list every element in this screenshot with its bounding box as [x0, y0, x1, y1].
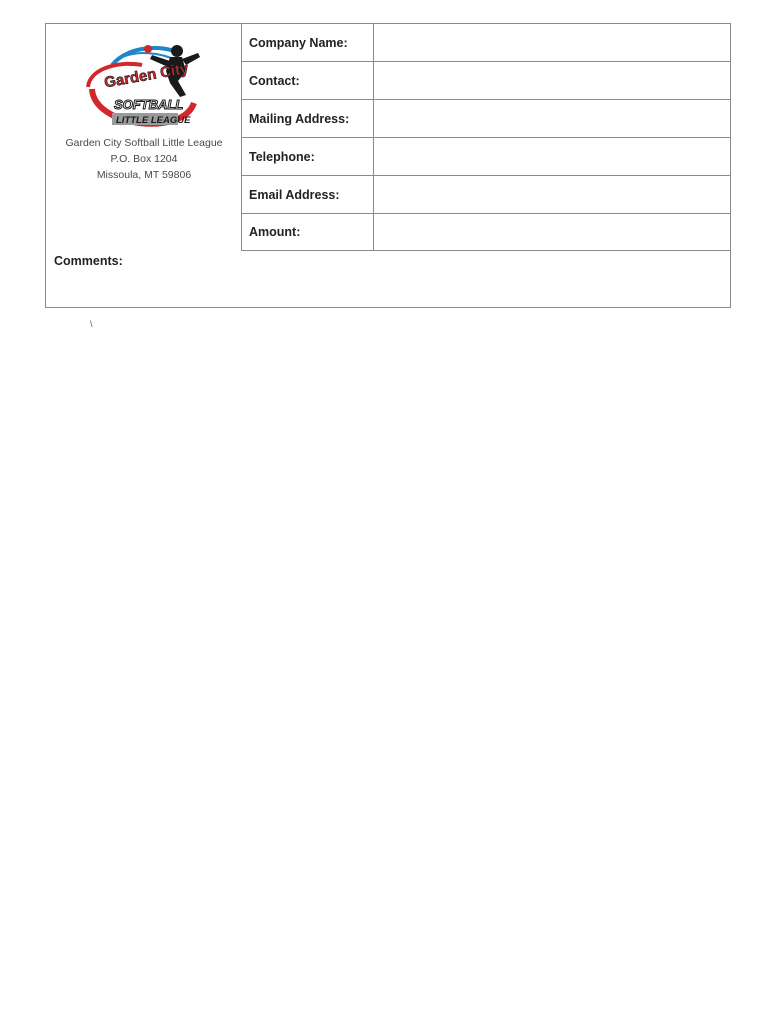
contact-label: Contact:: [242, 62, 374, 99]
logo-text-line-3: LITTLE LEAGUE: [116, 115, 191, 126]
organization-city-state-zip: Missoula, MT 59806: [96, 169, 192, 181]
logo-text-line-2: SOFTBALL: [114, 97, 184, 112]
organization-address: [46, 135, 242, 183]
company-name-field[interactable]: [374, 24, 731, 61]
company-name-label: Company Name:: [242, 24, 374, 61]
amount-row: [242, 213, 731, 251]
mailing-address-row: [242, 100, 731, 138]
organization-name: Garden City Softball Little League: [65, 137, 223, 149]
amount-label: Amount:: [242, 213, 374, 250]
donation-form-table: [45, 23, 731, 308]
comments-label: Comments:: [54, 254, 123, 268]
telephone-label: Telephone:: [242, 138, 374, 175]
organization-panel: [46, 24, 242, 251]
comments-row: [46, 251, 730, 307]
company-name-row: [242, 24, 731, 62]
email-address-label: Email Address:: [242, 176, 374, 213]
telephone-row: [242, 138, 731, 176]
email-address-row: [242, 176, 731, 214]
organization-po-box: P.O. Box 1204: [110, 153, 178, 165]
mailing-address-field[interactable]: [374, 100, 731, 137]
contact-row: [242, 62, 731, 100]
comments-field[interactable]: [46, 271, 730, 307]
amount-field[interactable]: [374, 213, 731, 250]
stray-mark: \: [90, 319, 93, 329]
mailing-address-label: Mailing Address:: [242, 100, 374, 137]
contact-field[interactable]: [374, 62, 731, 99]
league-logo: [82, 37, 206, 141]
telephone-field[interactable]: [374, 138, 731, 175]
logo-text-line-1: Garden City: [103, 59, 190, 92]
email-address-field[interactable]: [374, 176, 731, 213]
